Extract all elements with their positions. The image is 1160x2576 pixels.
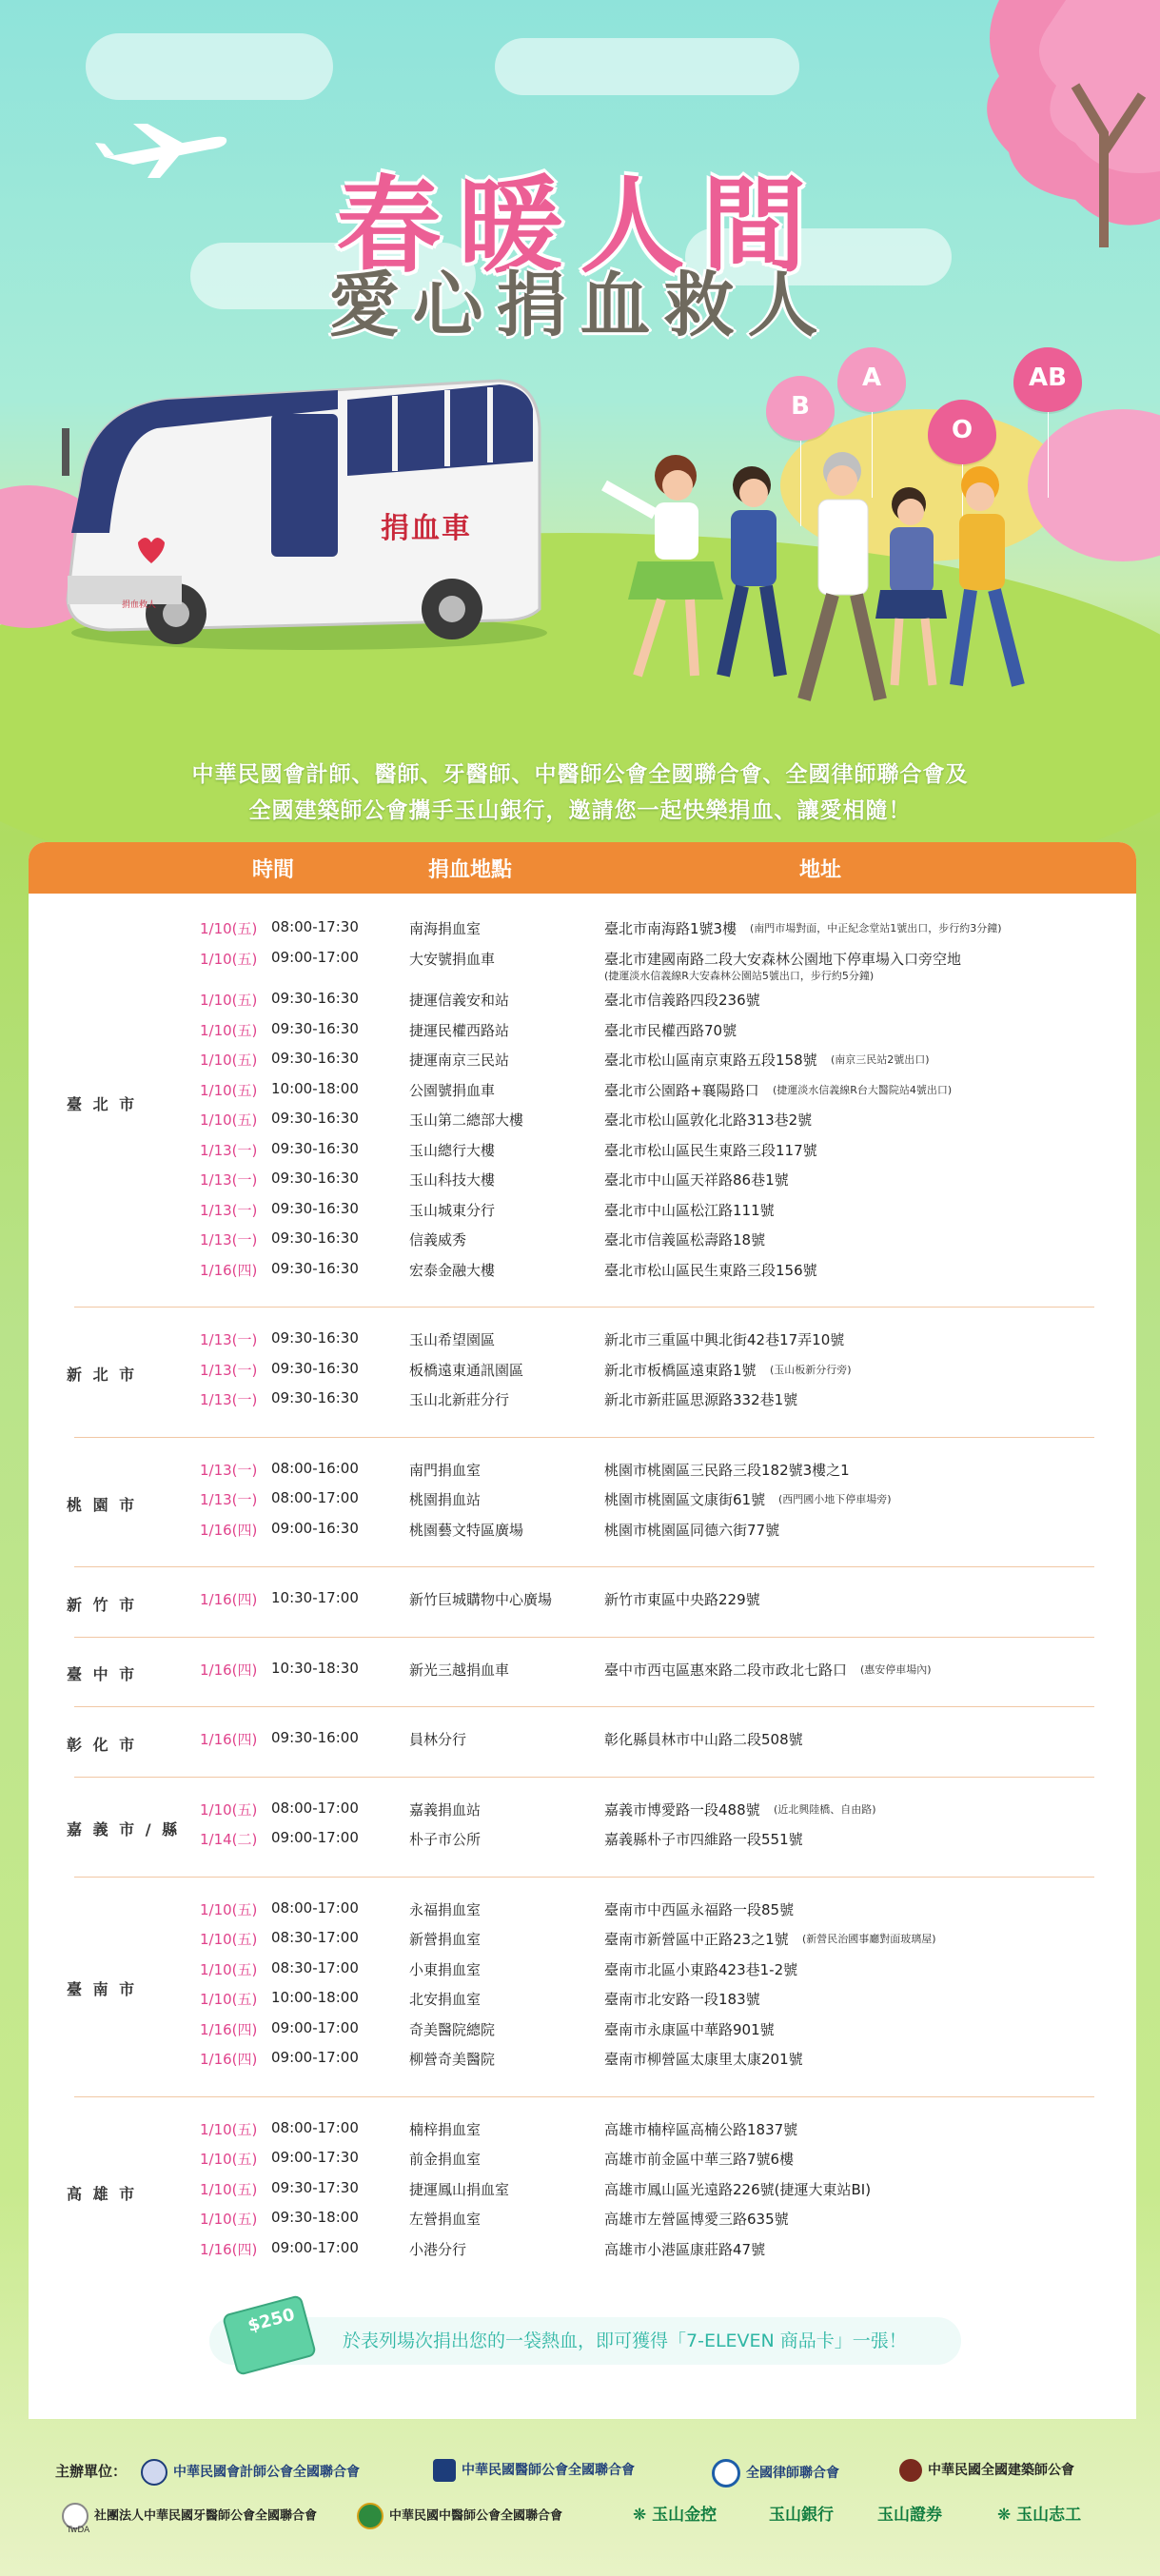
row-address: 彰化縣員林市中山路二段508號 (604, 1731, 803, 1748)
row-place: 朴子市公所 (409, 1831, 482, 1848)
row-address: 臺北市松山區南京東路五段158號 (604, 1052, 817, 1069)
header-place: 捐血地點 (428, 858, 513, 882)
row-place: 南海捐血室 (409, 920, 482, 937)
table-row (29, 1170, 1136, 1196)
city-label: 臺 南 市 (67, 1980, 138, 1998)
sponsor-logo: ❋ 玉山志工 (997, 2506, 1082, 2525)
sponsor-label: 主辦單位： (55, 2463, 128, 2480)
row-date: 1/16(四) (200, 1731, 258, 1748)
table-row (29, 1389, 1136, 1416)
row-note: (近北興陸橋、自由路) (774, 1802, 876, 1816)
row-date: 1/16(四) (200, 1661, 258, 1679)
row-time: 08:00-17:00 (271, 1898, 359, 1917)
row-time: 09:30-16:30 (271, 1389, 359, 1406)
row-date: 1/13(一) (200, 1461, 258, 1479)
sponsor-logo: 中華民國中醫師公會全國聯合會 (357, 2503, 562, 2529)
row-address: 臺中市西屯區惠來路二段市政北七路口 (604, 1661, 848, 1679)
row-address: 臺南市北區小東路423巷1-2號 (604, 1960, 798, 1978)
table-row (29, 1460, 1136, 1486)
row-date: 1/14(二) (200, 1831, 258, 1848)
row-address: 臺南市柳營區太康里太康201號 (604, 2051, 803, 2068)
cloud (86, 33, 333, 100)
row-place: 捷運民權西路站 (409, 1021, 510, 1039)
row-place: 永福捐血室 (409, 1900, 482, 1918)
sponsor-logo: 中華民國醫師公會全國聯合會 (433, 2459, 635, 2482)
row-date: 1/10(五) (200, 1960, 258, 1978)
city-label: 桃 園 市 (67, 1495, 138, 1514)
row-place: 柳營奇美醫院 (409, 2051, 496, 2068)
row-time: 10:00-18:00 (271, 1989, 359, 2006)
row-address: 新北市板橋區遠東路1號 (604, 1361, 757, 1379)
row-address: 新北市新莊區思源路332巷1號 (604, 1391, 798, 1408)
row-address: 臺北市建國南路二段大安森林公園地下停車場入口旁空地 (604, 950, 962, 968)
schedule-card (29, 842, 1136, 2419)
sponsor-logo: 中華民國會計師公會全國聯合會 (141, 2459, 360, 2486)
gift-banner (209, 2304, 961, 2365)
row-address: 臺北市公園路+襄陽路口 (604, 1081, 759, 1099)
row-address: 嘉義市博愛路一段488號 (604, 1800, 760, 1819)
sponsor-logo: 玉山銀行 (769, 2506, 834, 2525)
cloud (495, 38, 799, 95)
row-place: 宏泰金融大樓 (409, 1261, 496, 1279)
row-note: (捷運淡水信義線R大安森林公園站5號出口，步行約5分鐘) (604, 969, 875, 982)
row-date: 1/10(五) (200, 2120, 258, 2138)
row-time: 09:00-17:00 (271, 2049, 359, 2066)
row-date: 1/10(五) (200, 1900, 258, 1918)
row-address: 臺北市信義區松壽路18號 (604, 1231, 766, 1249)
row-date: 1/16(四) (200, 1521, 258, 1539)
table-row (29, 918, 1136, 945)
row-date: 1/10(五) (200, 2211, 258, 2228)
row-date: 1/10(五) (200, 1800, 258, 1819)
row-time: 08:00-17:00 (271, 1799, 359, 1817)
table-row (29, 2019, 1136, 2046)
city-label: 新 竹 市 (67, 1595, 138, 1614)
row-note: (捷運淡水信義線R台大醫院站4號出口) (773, 1083, 953, 1096)
city-label: 新 北 市 (67, 1366, 138, 1385)
row-note: (新營民治國事廳對面玻璃屋) (802, 1933, 936, 1945)
table-row (29, 1520, 1136, 1546)
city-label: 嘉 義 市 / 縣 (67, 1820, 181, 1839)
row-date: 1/13(一) (200, 1231, 258, 1249)
row-address: 臺北市中山區松江路111號 (604, 1201, 775, 1219)
table-row (29, 2049, 1136, 2075)
row-date: 1/10(五) (200, 1991, 258, 2008)
table-row (29, 1929, 1136, 1956)
row-date: 1/13(一) (200, 1391, 258, 1408)
row-date: 1/10(五) (200, 1081, 258, 1099)
page-subtitle: 愛心捐血救人 (328, 265, 832, 346)
row-place: 小東捐血室 (409, 1960, 482, 1978)
header-address: 地址 (799, 858, 842, 882)
group-divider (74, 1777, 1094, 1778)
gift-amount: $250 (246, 2304, 298, 2337)
sponsor-logo: 玉山證券 (877, 2506, 942, 2525)
row-address: 臺北市松山區敦化北路313巷2號 (604, 1111, 813, 1129)
row-place: 小港分行 (409, 2240, 467, 2258)
row-date: 1/16(四) (200, 1261, 258, 1279)
row-place: 玉山總行大樓 (409, 1141, 496, 1159)
row-time: 09:30-18:00 (271, 2209, 359, 2226)
row-address: 臺南市永康區中華路901號 (604, 2020, 775, 2038)
row-place: 捷運鳳山捐血室 (409, 2180, 510, 2198)
row-place: 玉山科技大樓 (409, 1171, 496, 1189)
row-address: 高雄市鳳山區光遠路226號(捷運大東站BI) (604, 2180, 872, 2198)
row-place: 捷運信義安和站 (409, 992, 510, 1009)
group-divider (74, 1307, 1094, 1308)
row-time: 09:30-17:30 (271, 2178, 359, 2196)
row-time: 08:00-17:00 (271, 2118, 359, 2136)
row-address: 臺南市北安路一段183號 (604, 1991, 760, 2008)
table-row (29, 1329, 1136, 1356)
balloon-o: O (928, 400, 996, 464)
table-row (29, 990, 1136, 1016)
row-time: 08:00-16:00 (271, 1459, 359, 1477)
sponsor-logo: ❋ 玉山金控 (633, 2506, 718, 2525)
balloon-a: A (837, 347, 906, 412)
row-address: 嘉義縣朴子市四維路一段551號 (604, 1831, 803, 1848)
row-place: 公園號捐血車 (409, 1081, 496, 1099)
table-row (29, 2149, 1136, 2175)
row-address: 新竹市東區中央路229號 (604, 1591, 760, 1608)
table-row (29, 1200, 1136, 1227)
row-date: 1/16(四) (200, 1591, 258, 1608)
row-date: 1/13(一) (200, 1331, 258, 1348)
row-address: 高雄市前金區中華三路7號6樓 (604, 2151, 795, 2168)
row-place: 大安號捐血車 (409, 950, 496, 968)
row-address: 臺南市新營區中正路23之1號 (604, 1931, 789, 1948)
row-address: 臺北市中山區天祥路86巷1號 (604, 1171, 789, 1189)
row-place: 新竹巨城購物中心廣場 (409, 1591, 553, 1608)
row-place: 玉山希望園區 (409, 1331, 496, 1348)
row-date: 1/13(一) (200, 1361, 258, 1379)
row-place: 左營捐血室 (409, 2211, 482, 2228)
row-date: 1/10(五) (200, 950, 258, 968)
row-address: 高雄市楠梓區高楠公路1837號 (604, 2120, 798, 2138)
table-row (29, 1050, 1136, 1076)
row-date: 1/10(五) (200, 920, 258, 937)
row-address: 臺北市松山區民生東路三段117號 (604, 1141, 817, 1159)
row-note: (惠安停車場內) (860, 1662, 932, 1676)
row-place: 玉山北新莊分行 (409, 1391, 510, 1408)
city-label: 臺 北 市 (67, 1095, 138, 1113)
row-time: 09:30-16:30 (271, 1229, 359, 1247)
row-place: 玉山第二總部大樓 (409, 1111, 524, 1129)
row-time: 09:30-16:30 (271, 1199, 359, 1217)
group-divider (74, 1877, 1094, 1878)
row-place: 員林分行 (409, 1731, 467, 1748)
row-time: 08:30-17:00 (271, 1929, 359, 1946)
row-time: 09:00-17:00 (271, 1829, 359, 1846)
sponsor-logo: 中華民國全國建築師公會 (899, 2459, 1074, 2482)
row-address: 臺南市中西區永福路一段85號 (604, 1900, 795, 1918)
row-place: 奇美醫院總院 (409, 2020, 496, 2038)
row-date: 1/10(五) (200, 992, 258, 1009)
row-place: 桃園藝文特區廣場 (409, 1521, 524, 1539)
twda-logo: TwDA (67, 2526, 90, 2535)
table-row (29, 2239, 1136, 2266)
row-place: 楠梓捐血室 (409, 2120, 482, 2138)
row-date: 1/10(五) (200, 1111, 258, 1129)
row-date: 1/10(五) (200, 1021, 258, 1039)
city-label: 臺 中 市 (67, 1665, 138, 1684)
row-note: (玉山板新分行旁) (770, 1363, 852, 1376)
row-address: 桃園市桃園區文康街61號 (604, 1491, 766, 1508)
row-time: 09:30-16:30 (271, 990, 359, 1007)
row-place: 前金捐血室 (409, 2151, 482, 2168)
gift-text: 於表列場次捐出您的一袋熱血，即可獲得「7-ELEVEN 商品卡」一張！ (343, 2330, 907, 2351)
row-address: 高雄市左營區博愛三路635號 (604, 2211, 789, 2228)
bus-label: 捐血車 (381, 512, 472, 545)
row-time: 09:30-16:30 (271, 1359, 359, 1377)
sponsor-logo: 社團法人中華民國牙醫師公會全國聯合會 (62, 2503, 317, 2529)
group-divider (74, 1437, 1094, 1438)
table-row (29, 1260, 1136, 1287)
row-place: 新營捐血室 (409, 1931, 482, 1948)
row-date: 1/10(五) (200, 2151, 258, 2168)
table-row (29, 1020, 1136, 1047)
intro-line-2: 全國建築師公會攜手玉山銀行，邀請您一起快樂捐血、讓愛相隨！ (248, 798, 912, 823)
row-date: 1/10(五) (200, 2180, 258, 2198)
row-date: 1/16(四) (200, 2240, 258, 2258)
balloon-ab: AB (1013, 347, 1082, 412)
row-time: 08:30-17:00 (271, 1958, 359, 1976)
balloon-b: B (766, 376, 835, 441)
row-time: 10:30-17:00 (271, 1589, 359, 1606)
row-time: 09:30-16:30 (271, 1259, 359, 1277)
table-row (29, 948, 1136, 982)
row-date: 1/13(一) (200, 1201, 258, 1219)
sponsor-footer (0, 2446, 1160, 2576)
header-time: 時間 (252, 858, 295, 882)
row-place: 南門捐血室 (409, 1461, 482, 1479)
table-row (29, 2119, 1136, 2146)
row-time: 09:00-17:00 (271, 2238, 359, 2256)
table-row (29, 2209, 1136, 2235)
row-time: 10:30-18:30 (271, 1659, 359, 1677)
row-address: 臺北市民權西路70號 (604, 1021, 737, 1039)
blood-bus-illustration (52, 371, 547, 657)
row-date: 1/16(四) (200, 2051, 258, 2068)
city-label: 高 雄 市 (67, 2185, 138, 2204)
row-place: 板橋遠東通訊園區 (409, 1361, 524, 1379)
table-header (29, 842, 1136, 894)
row-place: 北安捐血室 (409, 1991, 482, 2008)
row-time: 09:30-16:30 (271, 1110, 359, 1127)
row-date: 1/13(一) (200, 1171, 258, 1189)
group-divider (74, 1706, 1094, 1707)
row-address: 桃園市桃園區三民路三段182號3樓之1 (604, 1461, 850, 1479)
row-time: 08:00-17:00 (271, 1489, 359, 1506)
gift-card-icon (222, 2294, 317, 2376)
row-time: 09:30-16:30 (271, 1170, 359, 1187)
row-time: 09:00-17:00 (271, 2018, 359, 2036)
row-date: 1/13(一) (200, 1141, 258, 1159)
row-time: 09:30-16:30 (271, 1329, 359, 1347)
row-address: 臺北市松山區民生東路三段156號 (604, 1261, 817, 1279)
row-place: 玉山城東分行 (409, 1201, 496, 1219)
row-time: 09:30-16:00 (271, 1729, 359, 1746)
row-time: 08:00-17:30 (271, 918, 359, 935)
group-divider (74, 2096, 1094, 2097)
row-date: 1/16(四) (200, 2020, 258, 2038)
page-title: 春暖人間 (336, 166, 824, 287)
sponsor-logo: 全國律師聯合會 (712, 2459, 839, 2488)
bus-logo-text: 捐血救人 (122, 600, 157, 610)
row-note: (西門國小地下停車場旁) (778, 1493, 892, 1505)
table-row (29, 1140, 1136, 1167)
intro-line-1: 中華民國會計師、醫師、牙醫師、中醫師公會全國聯合會、全國律師聯合會及 (191, 762, 969, 787)
row-time: 09:30-16:30 (271, 1050, 359, 1067)
row-place: 嘉義捐血站 (409, 1800, 482, 1819)
group-divider (74, 1566, 1094, 1567)
row-date: 1/10(五) (200, 1052, 258, 1069)
row-address: 新北市三重區中興北街42巷17弄10號 (604, 1331, 845, 1348)
row-place: 桃園捐血站 (409, 1491, 482, 1508)
row-place: 新光三越捐血車 (409, 1661, 510, 1679)
row-time: 09:30-16:30 (271, 1139, 359, 1157)
row-time: 10:00-18:00 (271, 1079, 359, 1097)
row-time: 09:00-17:30 (271, 2149, 359, 2166)
row-time: 09:30-16:30 (271, 1019, 359, 1037)
row-date: 1/10(五) (200, 1931, 258, 1948)
people-illustration (590, 447, 1056, 723)
row-date: 1/13(一) (200, 1491, 258, 1508)
row-address: 臺北市信義路四段236號 (604, 992, 760, 1009)
row-note: (南京三民站2號出口) (831, 1053, 930, 1066)
row-address: 高雄市小港區康莊路47號 (604, 2240, 766, 2258)
row-time: 09:00-17:00 (271, 948, 359, 966)
row-time: 09:00-16:30 (271, 1519, 359, 1537)
table-row (29, 1229, 1136, 1256)
row-address: 臺北市南海路1號3樓 (604, 920, 737, 937)
row-address: 桃園市桃園區同德六街77號 (604, 1521, 780, 1539)
row-note: (南門市場對面，中正紀念堂站1號出口，步行約3分鐘) (750, 922, 1002, 934)
group-divider (74, 1637, 1094, 1638)
table-row (29, 1899, 1136, 1926)
city-label: 彰 化 市 (67, 1735, 138, 1754)
row-place: 捷運南京三民站 (409, 1052, 510, 1069)
row-place: 信義威秀 (409, 1231, 467, 1249)
